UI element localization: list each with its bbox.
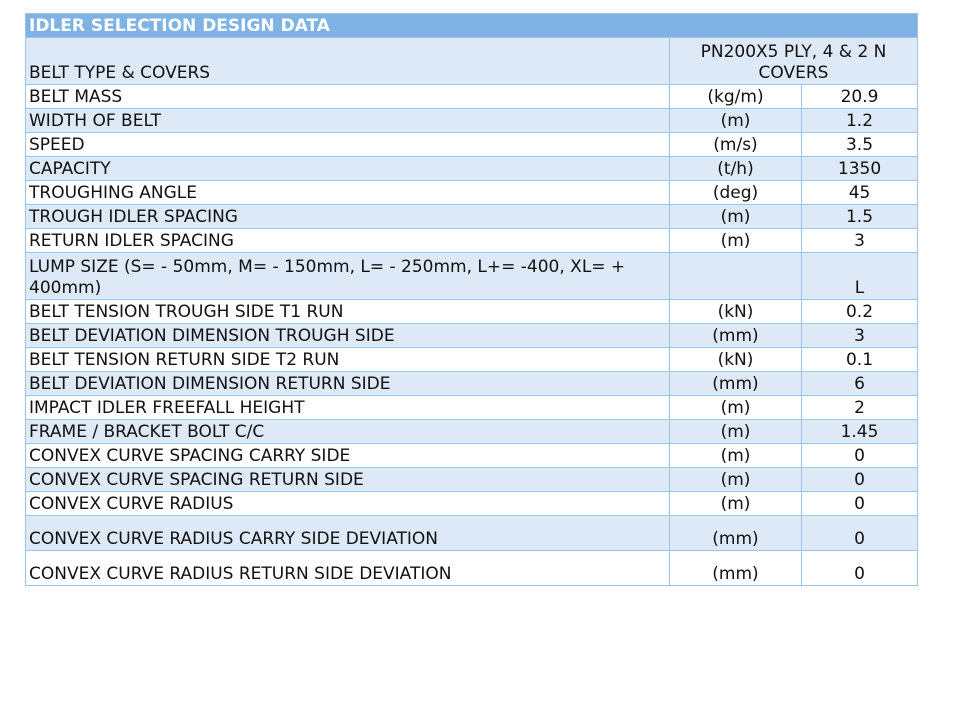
row-unit: (m) [670,109,802,133]
table-row [26,348,918,372]
row-value: 3 [802,229,918,253]
row-unit: (mm) [670,324,802,348]
row-value: 45 [802,181,918,205]
row-value: 0 [802,492,918,516]
table-row [26,468,918,492]
row-label: WIDTH OF BELT [26,109,670,133]
row-value: 0 [802,468,918,492]
table-row [26,157,918,181]
table-row [26,109,918,133]
row-label: TROUGHING ANGLE [26,181,670,205]
row-unit: (m) [670,396,802,420]
row-unit: (mm) [670,516,802,551]
row-label: BELT MASS [26,85,670,109]
table-title-row [26,14,918,38]
row-unit: (m/s) [670,133,802,157]
row-value: 1350 [802,157,918,181]
table-row [26,85,918,109]
row-unit: (kg/m) [670,85,802,109]
row-value: 2 [802,396,918,420]
row-label: BELT DEVIATION DIMENSION TROUGH SIDE [26,324,670,348]
row-label: SPEED [26,133,670,157]
belt-type-value: PN200X5 PLY, 4 & 2 N COVERS [670,38,918,85]
table-row [26,396,918,420]
table-row [26,372,918,396]
row-value: 6 [802,372,918,396]
row-unit [670,253,802,300]
row-value: 3 [802,324,918,348]
row-unit: (kN) [670,348,802,372]
row-unit: (deg) [670,181,802,205]
row-unit: (mm) [670,551,802,586]
row-unit: (m) [670,492,802,516]
row-value: 3.5 [802,133,918,157]
row-value: 0.1 [802,348,918,372]
table-row [26,492,918,516]
row-unit: (m) [670,468,802,492]
row-label: CONVEX CURVE SPACING RETURN SIDE [26,468,670,492]
table-row [26,551,918,586]
row-value: 0 [802,551,918,586]
row-label: BELT TENSION TROUGH SIDE T1 RUN [26,300,670,324]
table-body [26,85,918,586]
table-row [26,516,918,551]
table-row [26,420,918,444]
row-value: 0 [802,444,918,468]
row-unit: (mm) [670,372,802,396]
row-label: CONVEX CURVE RADIUS RETURN SIDE DEVIATION [26,551,670,586]
row-label: CAPACITY [26,157,670,181]
row-unit: (m) [670,205,802,229]
table-row [26,205,918,229]
row-label: CONVEX CURVE SPACING CARRY SIDE [26,444,670,468]
row-unit: (m) [670,229,802,253]
row-value: 1.5 [802,205,918,229]
table-row [26,444,918,468]
table-row [26,300,918,324]
table-row [26,133,918,157]
row-label: IMPACT IDLER FREEFALL HEIGHT [26,396,670,420]
row-label: CONVEX CURVE RADIUS CARRY SIDE DEVIATION [26,516,670,551]
row-unit: (t/h) [670,157,802,181]
row-value: 20.9 [802,85,918,109]
row-unit: (kN) [670,300,802,324]
row-label: TROUGH IDLER SPACING [26,205,670,229]
table-row [26,229,918,253]
row-label: BELT DEVIATION DIMENSION RETURN SIDE [26,372,670,396]
row-label: CONVEX CURVE RADIUS [26,492,670,516]
row-unit: (m) [670,420,802,444]
table-title: IDLER SELECTION DESIGN DATA [26,14,918,38]
row-label: LUMP SIZE (S= - 50mm, M= - 150mm, L= - 250mm, L+= -400, XL= + 400mm) [26,253,670,300]
row-value: 0.2 [802,300,918,324]
table-row [26,253,918,300]
row-label: FRAME / BRACKET BOLT C/C [26,420,670,444]
row-value: 0 [802,516,918,551]
table-row [26,181,918,205]
row-value: 1.2 [802,109,918,133]
row-label: BELT TENSION RETURN SIDE T2 RUN [26,348,670,372]
row-unit: (m) [670,444,802,468]
idler-selection-table [25,13,918,586]
row-label: RETURN IDLER SPACING [26,229,670,253]
belt-type-label: BELT TYPE & COVERS [26,38,670,85]
table-row-belt-type [26,38,918,85]
row-value: L [802,253,918,300]
table-row [26,324,918,348]
row-value: 1.45 [802,420,918,444]
